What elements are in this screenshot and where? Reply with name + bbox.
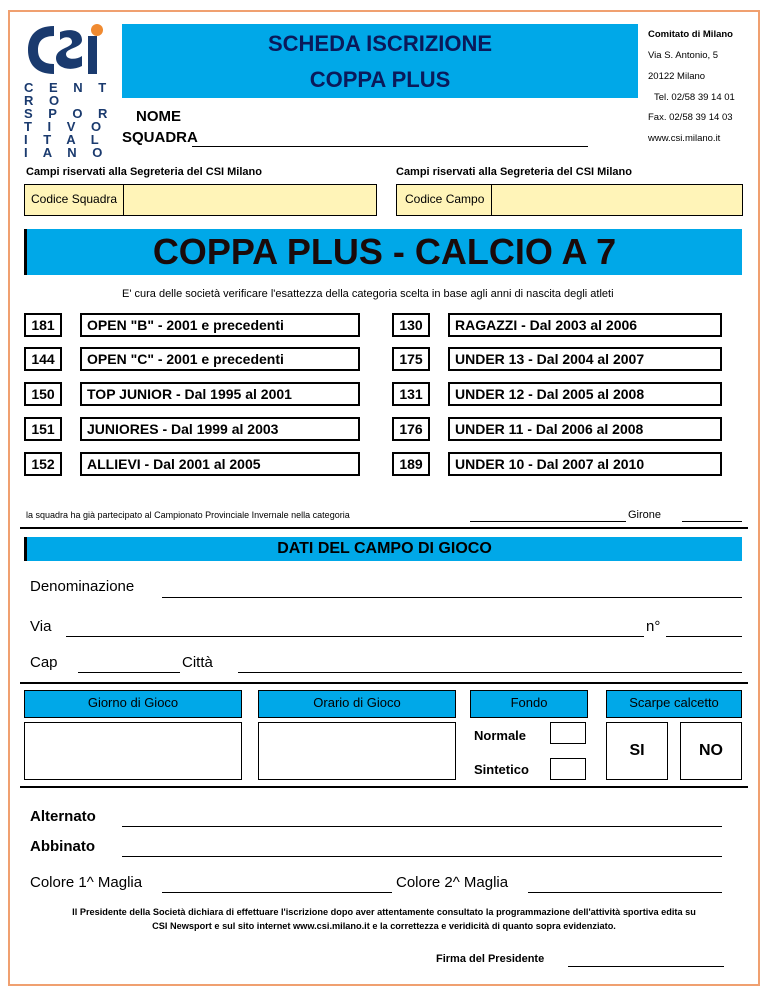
divider-1	[20, 527, 748, 529]
colore2-label: Colore 2^ Maglia	[396, 874, 509, 891]
divider-3	[20, 786, 748, 788]
via-field[interactable]	[66, 636, 644, 637]
team-label-line-2: SQUADRA	[122, 129, 198, 146]
denominazione-field[interactable]	[162, 597, 742, 598]
contact-committee: Comitato di Milano	[648, 29, 733, 40]
numero-field[interactable]	[666, 636, 742, 637]
girone-label: Girone	[628, 509, 662, 521]
category-right-label[interactable]: UNDER 13 - Dal 2004 al 2007	[448, 347, 722, 371]
declaration-line-2: CSI Newsport e sul sito internet www.csi.milano.it e la correttezza e veridicità di quanto sopra evidenziato.	[152, 921, 616, 931]
category-notice: E' cura delle società verificare l'esattezza della categoria scelta in base agli anni di nascita degli atleti	[122, 288, 614, 300]
scarpe-si-label: SI	[629, 742, 645, 759]
citta-label: Città	[182, 654, 213, 671]
banner	[24, 229, 742, 275]
field-code-label: Codice Campo	[405, 192, 485, 206]
declaration-line-1: Il Presidente della Società dichiara di effettuare l'iscrizione dopo aver attentamente consultato la programmazione dell'attività sportiva edita su	[72, 907, 696, 917]
numero-label: n°	[646, 618, 661, 635]
logo-line-1: C E N T R O	[24, 80, 113, 108]
sintetico-checkbox[interactable]	[550, 758, 586, 780]
reserved-left-label: Campi riservati alla Segreteria del CSI Milano	[26, 166, 262, 178]
participation-category-field[interactable]	[470, 521, 626, 522]
logo-line-3: I T A L I A N O	[24, 132, 109, 160]
category-left-code[interactable]: 181	[24, 313, 62, 337]
participation-text: la squadra ha già partecipato al Campionato Provinciale Invernale nella categoria	[26, 510, 350, 520]
category-right-code[interactable]: 176	[392, 417, 430, 441]
campo-title: DATI DEL CAMPO DI GIOCO	[277, 540, 492, 557]
category-left-code[interactable]: 151	[24, 417, 62, 441]
cap-label: Cap	[30, 654, 58, 671]
denominazione-label: Denominazione	[30, 578, 135, 595]
category-right-code[interactable]: 189	[392, 452, 430, 476]
reserved-right-label: Campi riservati alla Segreteria del CSI Milano	[396, 166, 632, 178]
category-left-label[interactable]: JUNIORES - Dal 1999 al 2003	[80, 417, 360, 441]
orario-input[interactable]	[258, 722, 456, 780]
category-right-code[interactable]: 175	[392, 347, 430, 371]
divider-2	[20, 682, 748, 684]
category-right-label[interactable]: UNDER 11 - Dal 2006 al 2008	[448, 417, 722, 441]
sintetico-label: Sintetico	[474, 762, 529, 777]
scarpe-header: Scarpe calcetto	[606, 690, 742, 718]
abbinato-label: Abbinato	[30, 838, 95, 855]
team-code-input[interactable]	[123, 184, 377, 216]
colore1-field[interactable]	[162, 892, 392, 893]
category-left-code[interactable]: 144	[24, 347, 62, 371]
colore2-field[interactable]	[528, 892, 722, 893]
fondo-header: Fondo	[470, 690, 588, 718]
header-title-line-2: COPPA PLUS	[309, 67, 451, 92]
csi-logo-icon	[24, 22, 114, 78]
category-left-code[interactable]: 152	[24, 452, 62, 476]
colore1-label: Colore 1^ Maglia	[30, 874, 143, 891]
category-left-label[interactable]: ALLIEVI - Dal 2001 al 2005	[80, 452, 360, 476]
citta-field[interactable]	[238, 672, 742, 673]
category-right-label[interactable]: UNDER 12 - Dal 2005 al 2008	[448, 382, 722, 406]
contact-fax: Fax. 02/58 39 14 03	[648, 112, 733, 123]
alternato-label: Alternato	[30, 808, 96, 825]
header-title-line-1: SCHEDA ISCRIZIONE	[267, 31, 493, 56]
category-left-label[interactable]: OPEN "C" - 2001 e precedenti	[80, 347, 360, 371]
scarpe-no-option[interactable]	[680, 722, 742, 780]
giorno-header: Giorno di Gioco	[24, 690, 242, 718]
category-right-code[interactable]: 131	[392, 382, 430, 406]
category-left-code[interactable]: 150	[24, 382, 62, 406]
abbinato-field[interactable]	[122, 856, 722, 857]
cap-field[interactable]	[78, 672, 180, 673]
field-code-label-box	[396, 184, 492, 216]
alternato-field[interactable]	[122, 826, 722, 827]
field-code-input[interactable]	[491, 184, 743, 216]
team-name-field[interactable]	[192, 146, 588, 147]
contact-address: Via S. Antonio, 5	[648, 50, 719, 61]
signature-label: Firma del Presidente	[436, 953, 545, 965]
normale-label: Normale	[474, 728, 527, 743]
contact-tel: Tel. 02/58 39 14 01	[654, 92, 735, 103]
logo-line-2: S P O R T I V O	[24, 106, 114, 134]
via-label: Via	[30, 618, 52, 635]
team-code-label: Codice Squadra	[31, 192, 118, 206]
orario-header: Orario di Gioco	[258, 690, 456, 718]
normale-checkbox[interactable]	[550, 722, 586, 744]
category-left-label[interactable]: OPEN "B" - 2001 e precedenti	[80, 313, 360, 337]
contact-city: 20122 Milano	[648, 71, 706, 82]
page-border	[8, 10, 760, 986]
giorno-input[interactable]	[24, 722, 242, 780]
category-right-label[interactable]: RAGAZZI - Dal 2003 al 2006	[448, 313, 722, 337]
team-code-label-box	[24, 184, 124, 216]
category-right-code[interactable]: 130	[392, 313, 430, 337]
campo-title-box	[24, 537, 742, 561]
scarpe-no-label: NO	[699, 742, 723, 759]
header-title-box	[122, 24, 638, 98]
contact-web: www.csi.milano.it	[648, 133, 721, 144]
csi-logo	[24, 22, 114, 160]
signature-field[interactable]	[568, 966, 724, 967]
category-right-label[interactable]: UNDER 10 - Dal 2007 al 2010	[448, 452, 722, 476]
banner-title: COPPA PLUS - CALCIO A 7	[152, 231, 617, 272]
category-left-label[interactable]: TOP JUNIOR - Dal 1995 al 2001	[80, 382, 360, 406]
girone-field[interactable]	[682, 521, 742, 522]
scarpe-si-option[interactable]	[606, 722, 668, 780]
team-label-line-1: NOME	[136, 108, 181, 125]
